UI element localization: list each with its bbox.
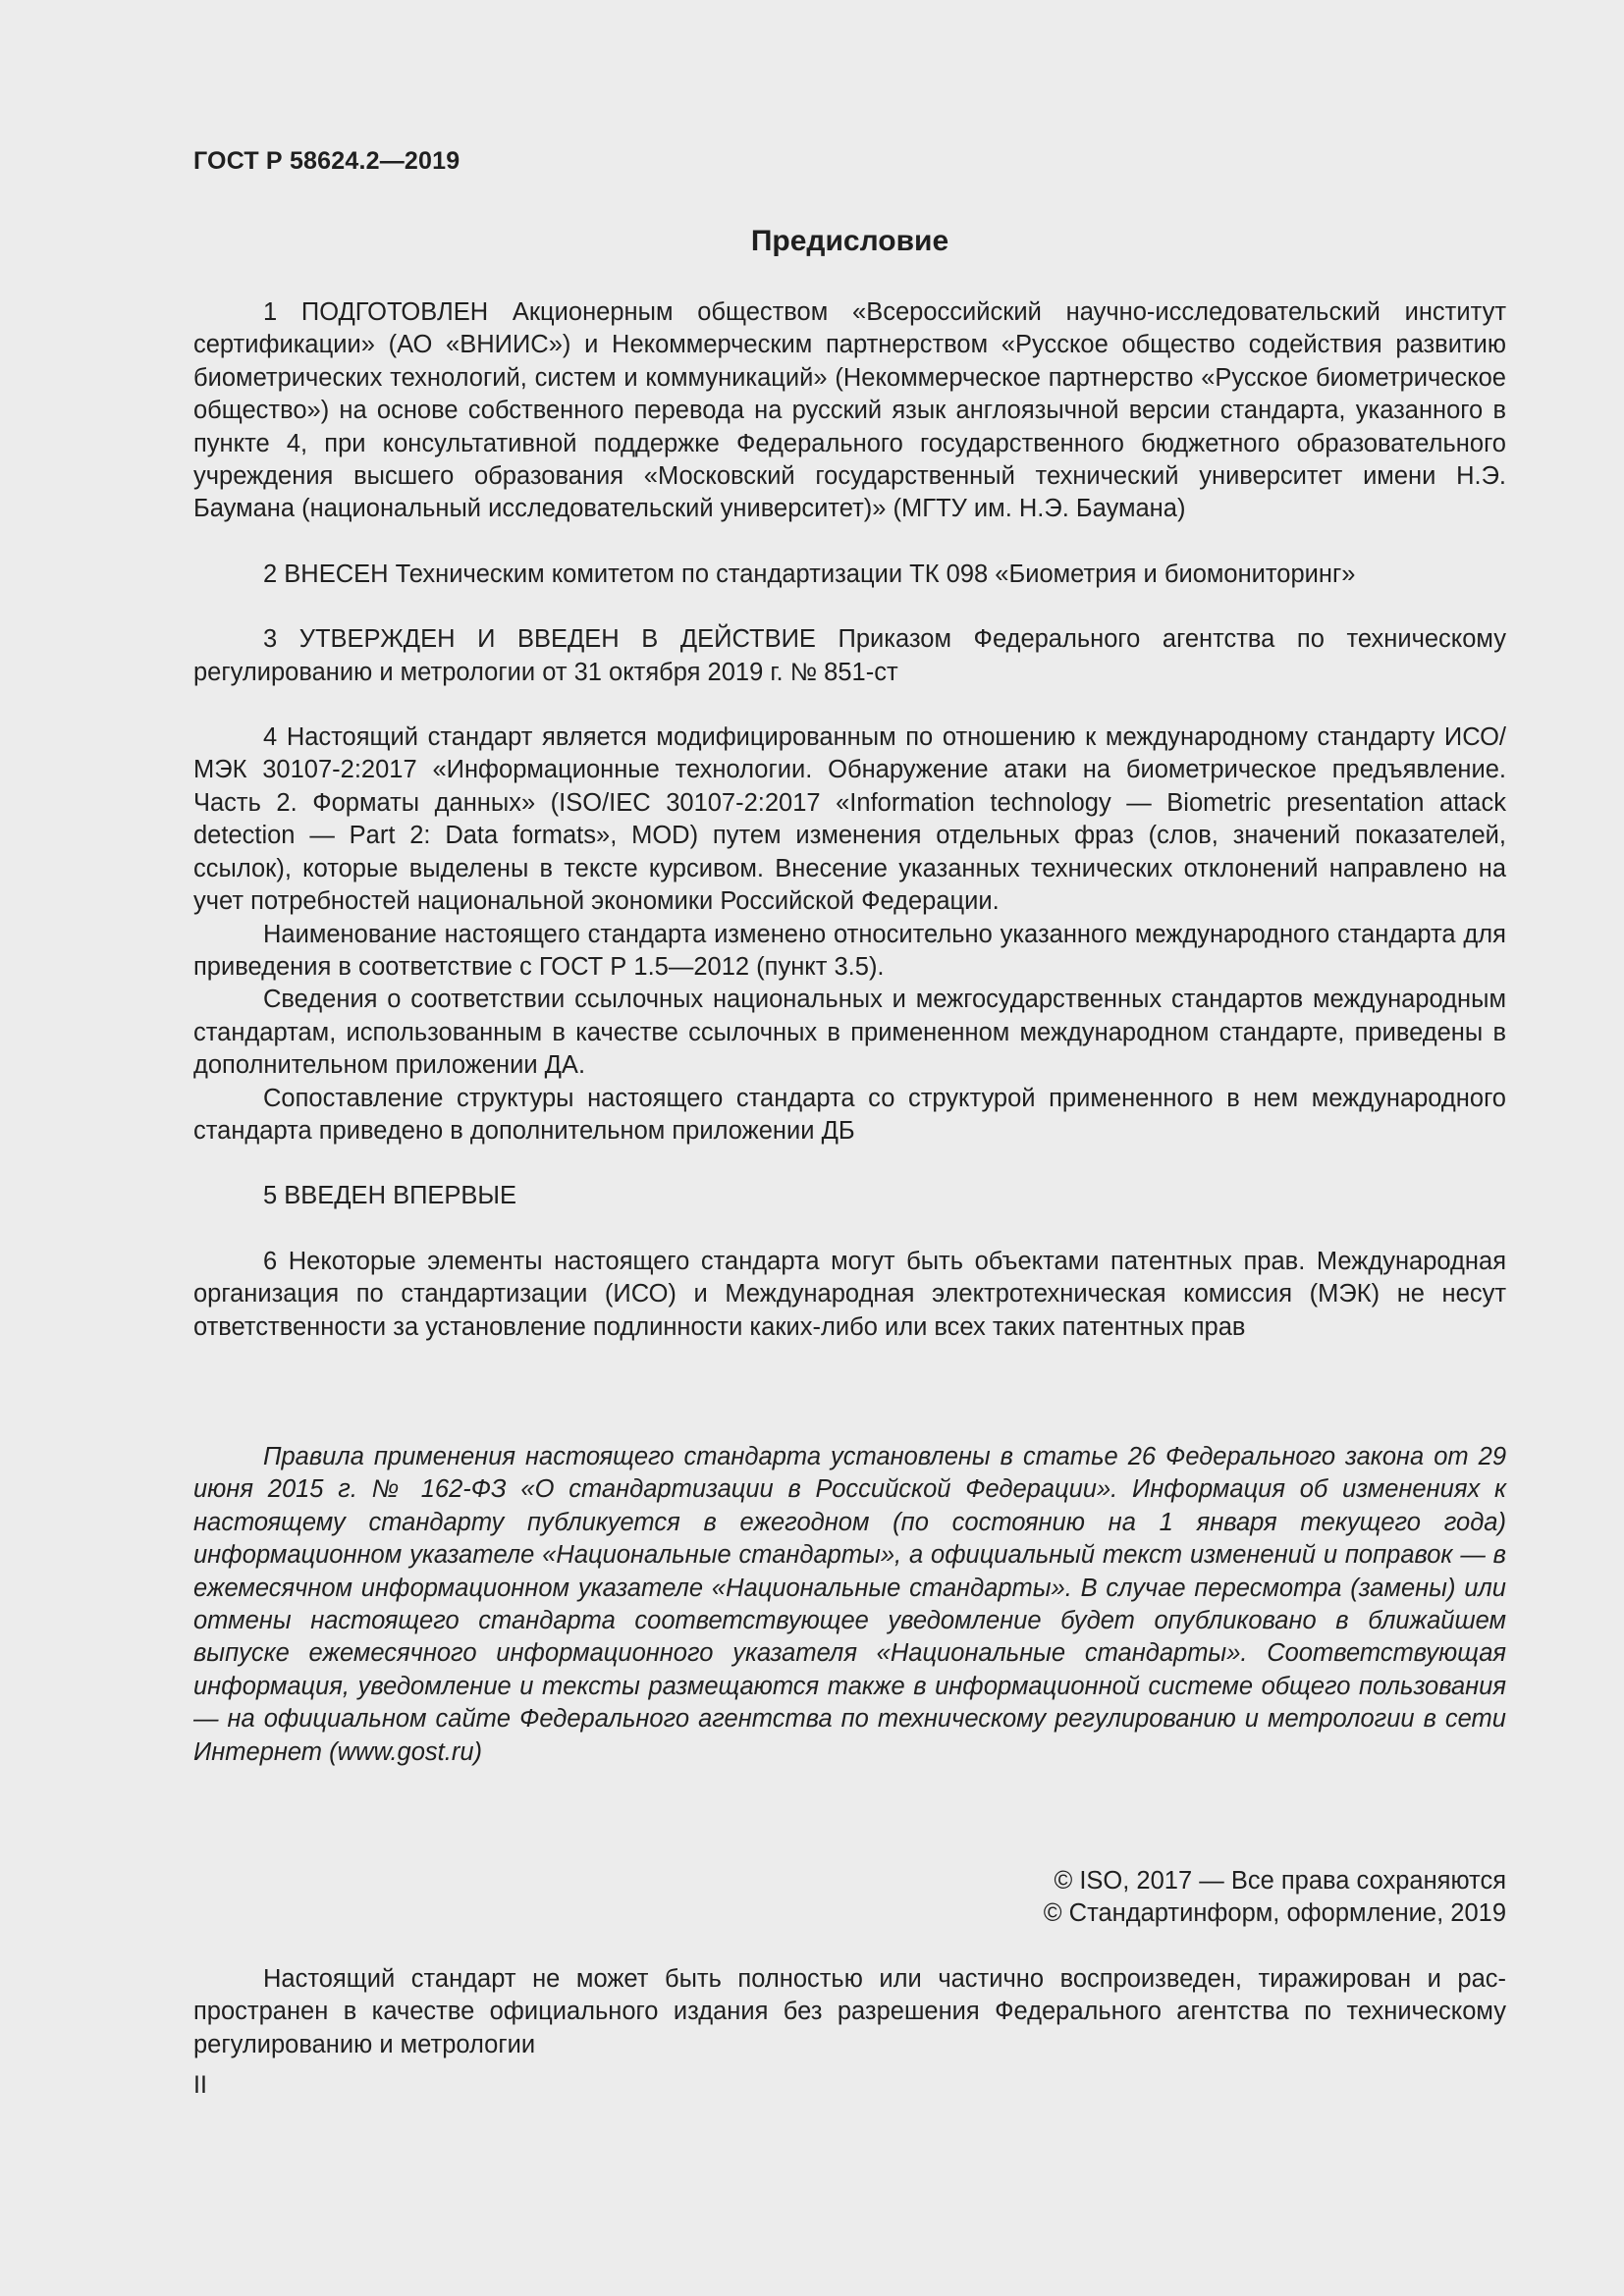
document-header-id: ГОСТ Р 58624.2—2019	[193, 147, 460, 175]
section-1-prepared: 1 ПОДГОТОВЛЕН Акционерным обществом «Всероссийский научно-исследовательский институт сертификации» (АО «ВНИИС») и Некоммерческим партнерством «Русское общество содействия развитию биометрических технологий, систем и коммуникаций» (Некоммерческое партнерство «Русское биометрическое общество») на основе собственного перевода на русский язык англоязычной версии стандарта, указанного в пункте 4, при консультативной поддержке Федерального государственного бюджетного образовательного учреждения высшего образования «Московский государственный технический университет имени Н.Э. Баумана (национальный исследовательский университет)» (МГТУ им. Н.Э. Баумана)	[193, 298, 1506, 523]
page-title: Предисловие	[750, 225, 949, 257]
rules-notice: Правила применения настоящего стандарта установлены в статье 26 Федерального закона от 29 июня 2015 г. № 162-ФЗ «О стандартизации в Российской Федерации». Информация об изменениях к настоящему стандарту публикуется в ежегодном (по состоянию на 1 января текущего года) информационном указателе «Национальные стандарты», а официальный текст изменений и поправок — в ежемесячном информационном указателе «Национальные стандарты». В случае пересмотра (замены) или отмены настоящего стандарта соответствующее уведомление будет опубликовано в ближайшем выпуске ежемесячного информационного указателя «Национальные стандарты». Соответствующая информация, уведомление и тексты размещаются также в информационной системе общего пользования — на официальном сайте Федерального агентства по техническому регулированию и метрологии в сети Интернет (www.gost.ru)	[193, 1443, 1506, 1766]
page-number: II	[193, 2071, 207, 2099]
spacer	[193, 591, 1506, 623]
section-3-approved: 3 УТВЕРЖДЕН И ВВЕДЕН В ДЕЙСТВИЕ Приказом Федерального агентства по техническому регулированию и метрологии от 31 октября 2019 г. № 851-ст	[193, 625, 1506, 686]
reproduction-notice: Настоящий стандарт не может быть полностью или частично воспроизведен, тиражирован и распространен в качестве официального издания без разрешения Федерального агентства по техническому регулированию и метрологии	[193, 1965, 1506, 2058]
spacer	[193, 1213, 1506, 1246]
section-4-modified: 4 Настоящий стандарт является модифицированным по отношению к международному стандарту ИСО/МЭК 30107-2:2017 «Информационные технологии. Обнаружение атаки на биометрическое предъявление. Часть 2. Форматы данных» (ISO/IEC 30107-2:2017 «Information technology — Biometric presentation attack detection — Part 2: Data formats», MOD) путем изменения отдельных фраз (слов, значений показателей, ссылок), которые выделены в тексте курсивом. Внесение указанных технических отклонений направлено на учет потребностей национальной экономики Российской Федерации.	[193, 723, 1506, 916]
section-4-structure-comparison: Сопоставление структуры настоящего стандарта со структурой примененного в нем международного стандарта приведено в дополнительном приложении ДБ	[193, 1084, 1506, 1145]
rules-notice-block	[193, 1441, 1506, 1769]
copyright-iso: © ISO, 2017 — Все права сохраняются	[1054, 1867, 1506, 1895]
spacer	[193, 689, 1506, 721]
reproduction-notice-block	[193, 1963, 1506, 2061]
copyright-standartinform: © Стандартинформ, оформление, 2019	[1043, 1899, 1506, 1928]
spacer	[193, 1148, 1506, 1180]
section-4-reference-info: Сведения о соответствии ссылочных национальных и межгосударственных стандартов международным стандартам, использованным в качестве ссылочных в примененном международном стандарте, приведены в дополнительном приложении ДА.	[193, 986, 1506, 1080]
section-6-patents: 6 Некоторые элементы настоящего стандарта могут быть объектами патентных прав. Международная организация по стандартизации (ИСО) и Международная электротехническая комиссия (МЭК) не несут ответственности за установление подлинности каких-либо или всех таких патентных прав	[193, 1247, 1506, 1341]
spacer	[193, 526, 1506, 559]
foreword-body	[193, 296, 1506, 1344]
section-5-first-introduced: 5 ВВЕДЕН ВПЕРВЫЕ	[263, 1182, 517, 1210]
section-2-submitted: 2 ВНЕСЕН Техническим комитетом по стандартизации ТК 098 «Биометрия и биомониторинг»	[263, 560, 1356, 588]
section-4-name-change: Наименование настоящего стандарта изменено относительно указанного международного стандарта для приведения в соответствие с ГОСТ Р 1.5—2012 (пункт 3.5).	[193, 920, 1506, 981]
copyright-block	[193, 1865, 1506, 1931]
